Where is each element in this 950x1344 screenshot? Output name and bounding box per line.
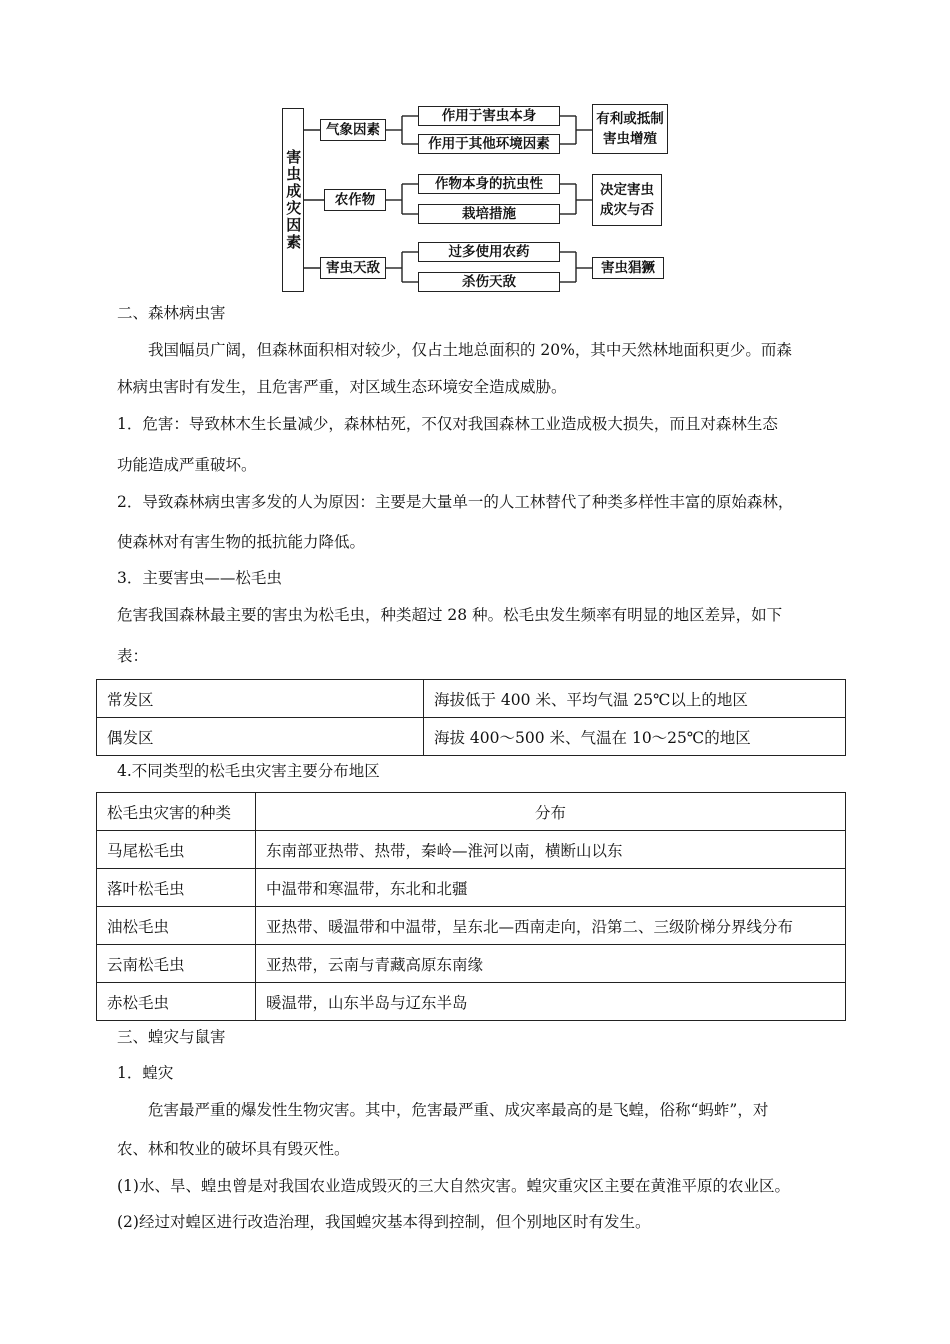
- table-cell: 海拔低于 400 米、平均气温 25℃以上的地区: [424, 680, 846, 718]
- result-weather-line2: 害虫增殖: [603, 131, 657, 147]
- table-header-cell: 分布: [256, 793, 846, 831]
- root-factor-box: 害虫成灾因素: [282, 108, 304, 292]
- section3-p3: (2)经过对蝗区进行改造治理，我国蝗灾基本得到控制，但个别地区时有发生。: [117, 1213, 651, 1231]
- table-row: [97, 945, 846, 983]
- item-enemies-2: 杀伤天敌: [418, 272, 560, 292]
- item-weather-2: 作用于其他环境因素: [418, 134, 560, 154]
- section2-p3-line1: 危害我国森林最主要的害虫为松毛虫，种类超过 28 种。松毛虫发生频率有明显的地区差异，如下: [117, 606, 783, 624]
- table-cell: 云南松毛虫: [97, 945, 256, 983]
- table-cell: 马尾松毛虫: [97, 831, 256, 869]
- table-cell: 赤松毛虫: [97, 983, 256, 1021]
- distribution-table: [96, 792, 846, 1021]
- section3-p1-line1: 危害最严重的爆发性生物灾害。其中，危害最严重、成灾率最高的是飞蝗，俗称“蚂蚱”，对: [148, 1101, 769, 1119]
- section2-p1-line2: 功能造成严重破坏。: [117, 456, 257, 474]
- table-cell: 油松毛虫: [97, 907, 256, 945]
- table-cell: 海拔 400～500 米、气温在 10～25℃的地区: [424, 718, 846, 756]
- section2-p3-heading: 3．主要害虫——松毛虫: [117, 569, 282, 587]
- table-header-row: [97, 793, 846, 831]
- table-cell: 偶发区: [97, 718, 424, 756]
- table-row: [97, 831, 846, 869]
- table-cell: 落叶松毛虫: [97, 869, 256, 907]
- table-cell: 东南部亚热带、热带，秦岭—淮河以南，横断山以东: [256, 831, 846, 869]
- pest-factor-diagram: [282, 104, 672, 294]
- section3-p2: (1)水、旱、蝗虫曾是对我国农业造成毁灭的三大自然灾害。蝗灾重灾区主要在黄淮平原的农业区。: [117, 1177, 790, 1195]
- item-weather-1: 作用于害虫本身: [418, 106, 560, 126]
- table-cell: 暖温带，山东半岛与辽东半岛: [256, 983, 846, 1021]
- section2-heading: 二、森林病虫害: [117, 304, 226, 322]
- table-row: [97, 869, 846, 907]
- item-crops-2: 栽培措施: [418, 204, 560, 224]
- item-crops-1: 作物本身的抗虫性: [418, 174, 560, 194]
- table-cell: 亚热带、暖温带和中温带，呈东北—西南走向，沿第二、三级阶梯分界线分布: [256, 907, 846, 945]
- table-cell: 中温带和寒温带，东北和北疆: [256, 869, 846, 907]
- section2-p2-line2: 使森林对有害生物的抵抗能力降低。: [117, 533, 366, 551]
- result-crops-line1: 决定害虫: [600, 181, 654, 198]
- item-enemies-1: 过多使用农药: [418, 242, 560, 262]
- factor-weather: 气象因素: [320, 119, 386, 141]
- result-crops-line2: 成灾与否: [600, 202, 654, 218]
- section3-p1-line2: 农、林和牧业的破坏具有毁灭性。: [117, 1140, 350, 1158]
- section2-p1-line1: 1．危害：导致林木生长量减少，森林枯死，不仅对我国森林工业造成极大损失，而且对森林生态: [117, 415, 778, 433]
- section2-p4-heading: 4.不同类型的松毛虫灾害主要分布地区: [117, 762, 380, 780]
- factor-natural-enemies: 害虫天敌: [320, 257, 386, 279]
- section2-intro-line2: 林病虫害时有发生，且危害严重，对区域生态环境安全造成威胁。: [117, 378, 567, 396]
- table-header-cell: 松毛虫灾害的种类: [97, 793, 256, 831]
- table-cell: 常发区: [97, 680, 424, 718]
- section3-heading: 三、蝗灾与鼠害: [117, 1028, 226, 1046]
- table-row: [97, 983, 846, 1021]
- factor-crops: 农作物: [324, 189, 386, 211]
- result-crops: [592, 174, 662, 226]
- table-cell: 亚热带，云南与青藏高原东南缘: [256, 945, 846, 983]
- section2-intro-line1: 我国幅员广阔，但森林面积相对较少，仅占土地总面积的 20%，其中天然林地面积更少。而森: [148, 341, 792, 359]
- result-weather: [592, 104, 668, 154]
- frequency-table: [96, 679, 846, 756]
- table-row: [97, 680, 846, 718]
- result-enemies: 害虫猖獗: [592, 257, 664, 279]
- table-row: [97, 907, 846, 945]
- section3-sub1: 1．蝗灾: [117, 1064, 174, 1082]
- section2-p3-line2: 表：: [117, 647, 149, 665]
- result-weather-line1: 有利或抵制: [596, 110, 664, 127]
- table-row: [97, 718, 846, 756]
- section2-p2-line1: 2．导致森林病虫害多发的人为原因：主要是大量单一的人工林替代了种类多样性丰富的原始森林，: [117, 493, 794, 511]
